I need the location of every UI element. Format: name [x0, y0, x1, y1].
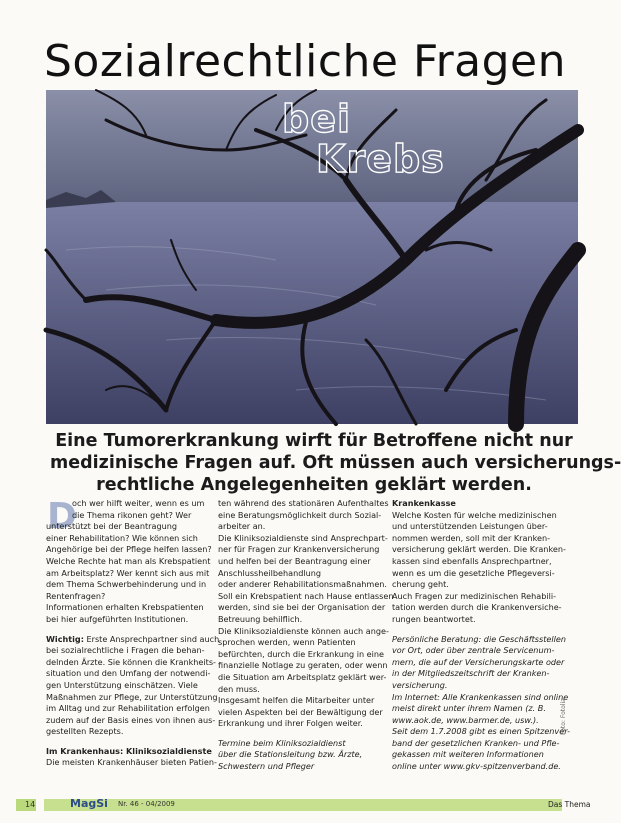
text-line: cherung geht.: [392, 579, 449, 590]
text-line: im Alltag und zur Rehabilitation erfolgen: [46, 703, 210, 714]
text-line: unterstützt bei der Beantragung: [46, 521, 178, 532]
text-line: dem Thema Schwerbehinderung und in: [46, 579, 207, 590]
photo-credit: Foto: Fotolia: [560, 698, 567, 735]
text-line: kassen sind ebenfalls Ansprechpartner,: [392, 555, 552, 566]
text-line: oder anderer Rehabilitationsmaßnahmen.: [218, 579, 388, 590]
text-line: www.aok.de, www.barmer.de, usw.).: [392, 714, 539, 725]
paragraph-gap: [46, 626, 198, 634]
text-line: ner für Fragen zur Krankenversicherung: [218, 544, 380, 555]
section-name: Das Thema: [548, 800, 591, 809]
text-line: Rentenfragen?: [46, 590, 106, 601]
text-line: online unter www.gkv-spitzenverband.de.: [392, 761, 561, 772]
text-line: den muss.: [218, 683, 260, 694]
text-line: einer Rehabilitation? Wie können sich: [46, 532, 198, 543]
text-line: Persönliche Beratung: die Geschäftsstellen: [392, 633, 566, 644]
text-line: Die meisten Krankenhäuser bieten Patien-: [46, 757, 217, 768]
text-line: und helfen bei der Beantragung einer: [218, 555, 371, 566]
text-line: meist direkt unter ihrem Namen (z. B.: [392, 703, 546, 714]
text-line: gestellten Rezepts.: [46, 726, 124, 737]
hero-photo: [46, 90, 578, 424]
text-line: gekassen mit weiteren Informationen: [392, 749, 544, 760]
text-line: Betreuung behilflich.: [218, 613, 303, 624]
text-line: vielen Aspekten bei der Bewältigung der: [218, 706, 383, 717]
lead-line: medizinische Fragen auf. Oft müssen auch versicherungs-: [50, 453, 621, 473]
text-line: und unterstützenden Leistungen über-: [392, 521, 548, 532]
text-line: die Thema rikonen geht? Wer: [72, 509, 192, 520]
text-line: rungen beantwortet.: [392, 613, 476, 624]
text-line: band der gesetzlichen Kranken- und Pfle-: [392, 737, 560, 748]
text-column-2: [218, 498, 394, 773]
text-line: Welche Kosten für welche medizinischen: [392, 509, 557, 520]
text-line: vor Ort, oder über zentrale Servicenum-: [392, 645, 555, 656]
text-line: gen Unterstützung einschätzen. Viele: [46, 679, 198, 690]
text-line: finanzielle Notlage zu geraten, oder wenn: [218, 660, 388, 671]
text-line: Soll ein Krebspatient nach Hause entlassen: [218, 590, 394, 601]
text-line: Informationen erhalten Krebspatienten: [46, 602, 204, 613]
lead-line: Eine Tumorerkrankung wirft für Betroffene nicht nur: [55, 431, 573, 451]
text-line: delnden Ärzte. Sie können die Krankheits-: [46, 656, 216, 667]
drop-cap: D: [47, 496, 77, 537]
text-line: bei hier aufgeführten Institutionen.: [46, 613, 189, 624]
text-line: die Situation am Arbeitsplatz geklärt wer-: [218, 671, 387, 682]
paragraph-gap: [218, 730, 386, 738]
text-line: och wer hilft weiter, wenn es um: [72, 498, 205, 508]
text-line: bei sozialrechtliche i Fragen die behan-: [46, 645, 205, 656]
text-line: Auch Fragen zur medizinischen Rehabili-: [392, 590, 557, 601]
text-line: Erkrankung und ihrer Folgen weiter.: [218, 718, 363, 729]
text-line: befürchten, durch die Erkrankung in eine: [218, 648, 385, 659]
subheading: Im Krankenhaus: Kliniksozialdienste: [46, 745, 212, 756]
text-line: versicherung.: [392, 679, 448, 690]
text-line: mern, die auf der Versicherungskarte oder: [392, 656, 565, 667]
page-number: 14: [25, 800, 36, 809]
text-line: sprochen werden, wenn Patienten: [218, 637, 356, 648]
text-line: eine Beratungsmöglichkeit durch Sozial-: [218, 509, 382, 520]
subheading: Krankenkasse: [392, 498, 456, 508]
text-line: über die Stationsleitung bzw. Ärzte,: [218, 749, 363, 760]
text-line: Maßnahmen zur Pflege, zur Unterstützung: [46, 691, 218, 702]
paragraph-gap: [392, 626, 556, 634]
lead-line: rechtliche Angelegenheiten geklärt werden.: [96, 475, 532, 495]
text-line: Die Kliniksozialdienste sind Ansprechpart-: [218, 532, 388, 543]
hero-word-krebs: Krebs: [316, 137, 445, 181]
text-line: tation werden durch die Krankenversiche-: [392, 602, 562, 613]
hero-word-bei: bei: [282, 97, 351, 141]
page-title: Sozialrechtliche Fragen: [44, 36, 567, 87]
text-line: situation und den Umfang der notwendi-: [46, 668, 211, 679]
text-line: wenn es um die gesetzliche Pflegeversi-: [392, 567, 555, 578]
text-line: versicherung geklärt werden. Die Kranken-: [392, 544, 566, 555]
text-line: nommen werden, soll mit der Kranken-: [392, 532, 550, 543]
text-line: zudem auf der Basis eines von ihnen aus-: [46, 714, 216, 725]
page-footer: [0, 797, 608, 813]
text-line: Welche Rechte hat man als Krebspatient: [46, 555, 211, 566]
text-line: Anschlussheilbehandlung: [218, 567, 322, 578]
text-line: Termine beim Kliniksozialdienst: [218, 737, 346, 748]
text-line: Die Kliniksozialdienste können auch ange-: [218, 625, 389, 636]
paragraph-gap: [46, 738, 198, 746]
text-line: Angehörige bei der Pflege helfen lassen?: [46, 544, 212, 555]
magazine-name: MagSi: [70, 797, 108, 810]
text-line: Wichtig: Erste Ansprechpartner sind auch: [46, 633, 220, 644]
text-column-1: [46, 498, 220, 769]
text-line: Schwestern und Pfleger: [218, 761, 315, 772]
text-line: Seit dem 1.7.2008 gibt es einen Spitzenver-: [392, 726, 571, 737]
issue-number: Nr. 46 - 04/2009: [118, 800, 175, 808]
text-line: werden, sind sie bei der Organisation der: [218, 602, 386, 613]
text-line: ten während des stationären Aufenthaltes: [218, 498, 389, 508]
text-line: am Arbeitsplatz? Wer kennt sich aus mit: [46, 567, 210, 578]
text-line: in der Mitgliedszeitschrift der Kranken-: [392, 668, 550, 679]
text-line: Im Internet: Alle Krankenkassen sind online: [392, 691, 569, 702]
text-line: arbeiter an.: [218, 521, 266, 532]
lead-paragraph: [50, 430, 621, 496]
text-line: Insgesamt helfen die Mitarbeiter unter: [218, 695, 375, 706]
